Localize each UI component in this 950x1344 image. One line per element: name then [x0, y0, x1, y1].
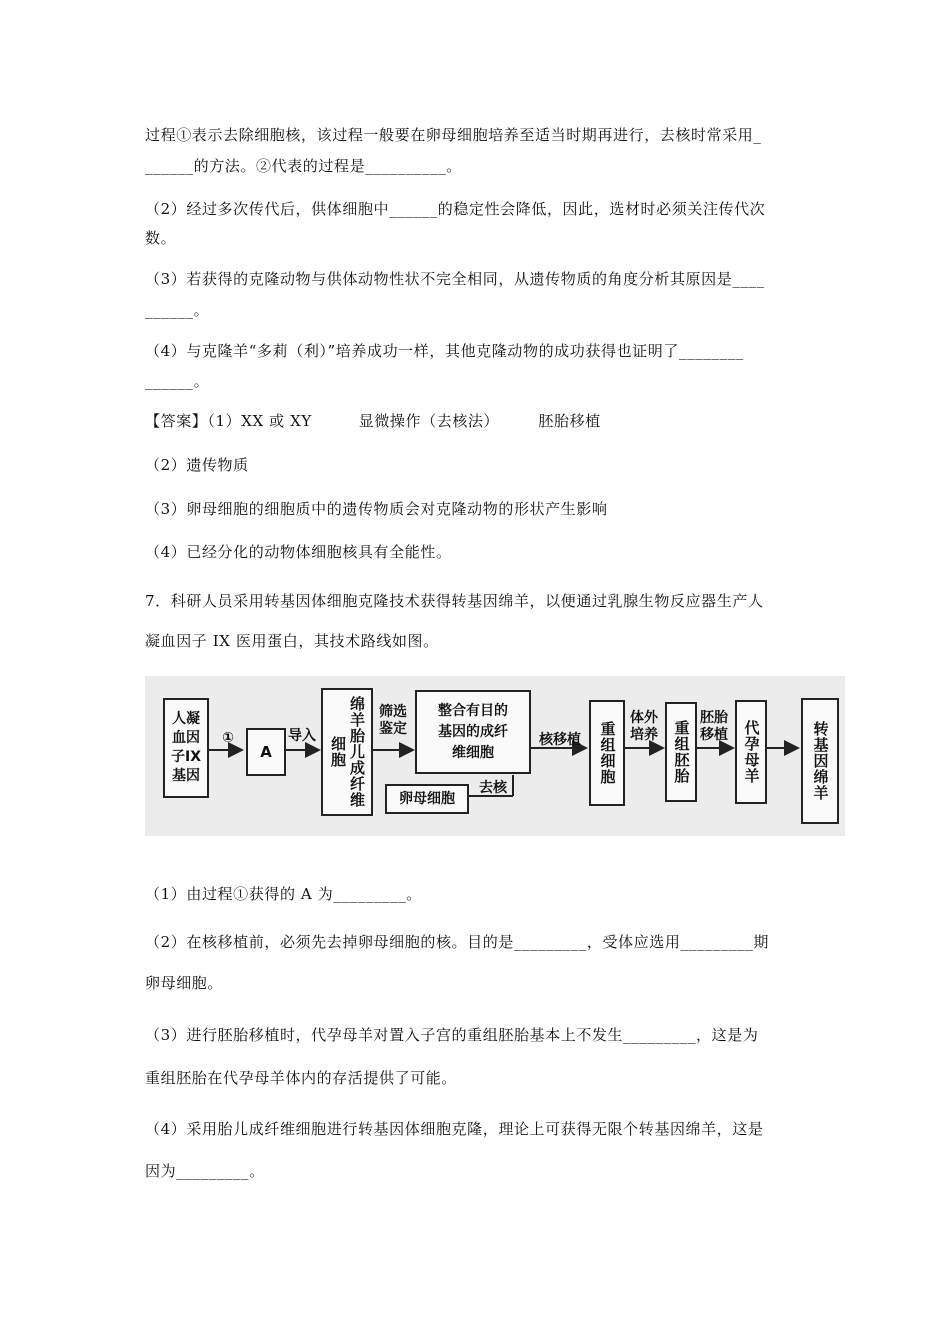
line-p4: （4）与克隆羊“多莉（利）”培养成功一样，其他克隆动物的成功获得也证明了________ — [145, 342, 744, 360]
technique-route-diagram — [145, 676, 845, 836]
embryo-box — [665, 702, 697, 802]
answer-3: （3）卵母细胞的细胞质中的遗传物质会对克隆动物的形状产生影响 — [145, 500, 608, 518]
egg-cell-label: 卵母细胞 — [399, 790, 455, 807]
line-p3: （3）若获得的克隆动物与供体动物性状不完全相同，从遗传物质的角度分析其原因是____ — [145, 270, 765, 288]
answer-2: （2）遗传物质 — [145, 456, 249, 474]
line-p4b: ______。 — [145, 372, 210, 390]
question-7b: 凝血因子 IX 医用蛋白，其技术路线如图。 — [145, 632, 439, 650]
screen-label: 筛选 鉴定 — [379, 704, 407, 737]
integrated-cell-label: 整合有目的 基因的成纤 维细胞 — [438, 702, 508, 761]
enucleate-label: 去核 — [479, 780, 507, 796]
line-p3b: ______。 — [145, 301, 210, 319]
gene-label: 人凝 血因 子IX 基因 — [170, 711, 201, 784]
recombined-cell-label: 重组细胞 — [598, 721, 617, 785]
sub-question-4: （4）采用胎儿成纤维细胞进行转基因体细胞克隆，理论上可获得无限个转基因绵羊，这是 — [145, 1120, 764, 1138]
sub-question-1: （1）由过程①获得的 A 为_________。 — [145, 885, 422, 903]
answer-heading: 【答案】（1）XX 或 XY 显微操作（去核法） 胚胎移植 — [145, 412, 601, 430]
egg-cell-box — [385, 784, 469, 814]
embryo-label: 重组胚胎 — [672, 720, 691, 784]
fibroblast-box — [321, 688, 373, 816]
line-p1: 过程①表示去除细胞核，该过程一般要在卵母细胞培养至适当时期再进行，去核时常采用_ — [145, 126, 762, 144]
answer-4: （4）已经分化的动物体细胞核具有全能性。 — [145, 543, 452, 561]
recombined-cell-box — [589, 700, 625, 806]
surrogate-box — [735, 700, 767, 804]
sub-question-2b: 卵母细胞。 — [145, 974, 224, 992]
sub-question-3: （3）进行胚胎移植时，代孕母羊对置入子宫的重组胚胎基本上不发生_________，这是为 — [145, 1026, 759, 1044]
culture-label: 体外 培养 — [630, 710, 658, 743]
embryo-transfer-label: 胚胎 移植 — [700, 710, 728, 743]
sub-question-4b: 因为_________。 — [145, 1162, 265, 1180]
nuclear-transfer-label: 核移植 — [539, 732, 581, 748]
a-label: A — [260, 742, 272, 761]
a-box — [246, 728, 286, 776]
sub-question-2: （2）在核移植前，必须先去掉卵母细胞的核。目的是_________，受体应选用_________期 — [145, 933, 769, 951]
import-label: 导入 — [288, 728, 316, 744]
line-p2b: 数。 — [145, 229, 177, 247]
line-p2: （2）经过多次传代后，供体细胞中______的稳定性会降低，因此，选材时必须关注传代次 — [145, 200, 766, 218]
sub-question-3b: 重组胚胎在代孕母羊体内的存活提供了可能。 — [145, 1069, 458, 1087]
surrogate-label: 代孕母羊 — [742, 720, 761, 784]
fibroblast-label: 绵羊胎儿成纤维细胞 — [329, 696, 366, 808]
gene-box — [163, 698, 209, 798]
line-p1b: ______的方法。②代表的过程是__________。 — [145, 157, 462, 175]
integrated-cell-box — [415, 690, 531, 774]
transgenic-sheep-box — [801, 698, 839, 824]
step1-label: ① — [222, 730, 234, 746]
transgenic-sheep-label: 转基因绵羊 — [811, 721, 830, 801]
question-7: 7．科研人员采用转基因体细胞克隆技术获得转基因绵羊，以便通过乳腺生物反应器生产人 — [145, 592, 764, 610]
